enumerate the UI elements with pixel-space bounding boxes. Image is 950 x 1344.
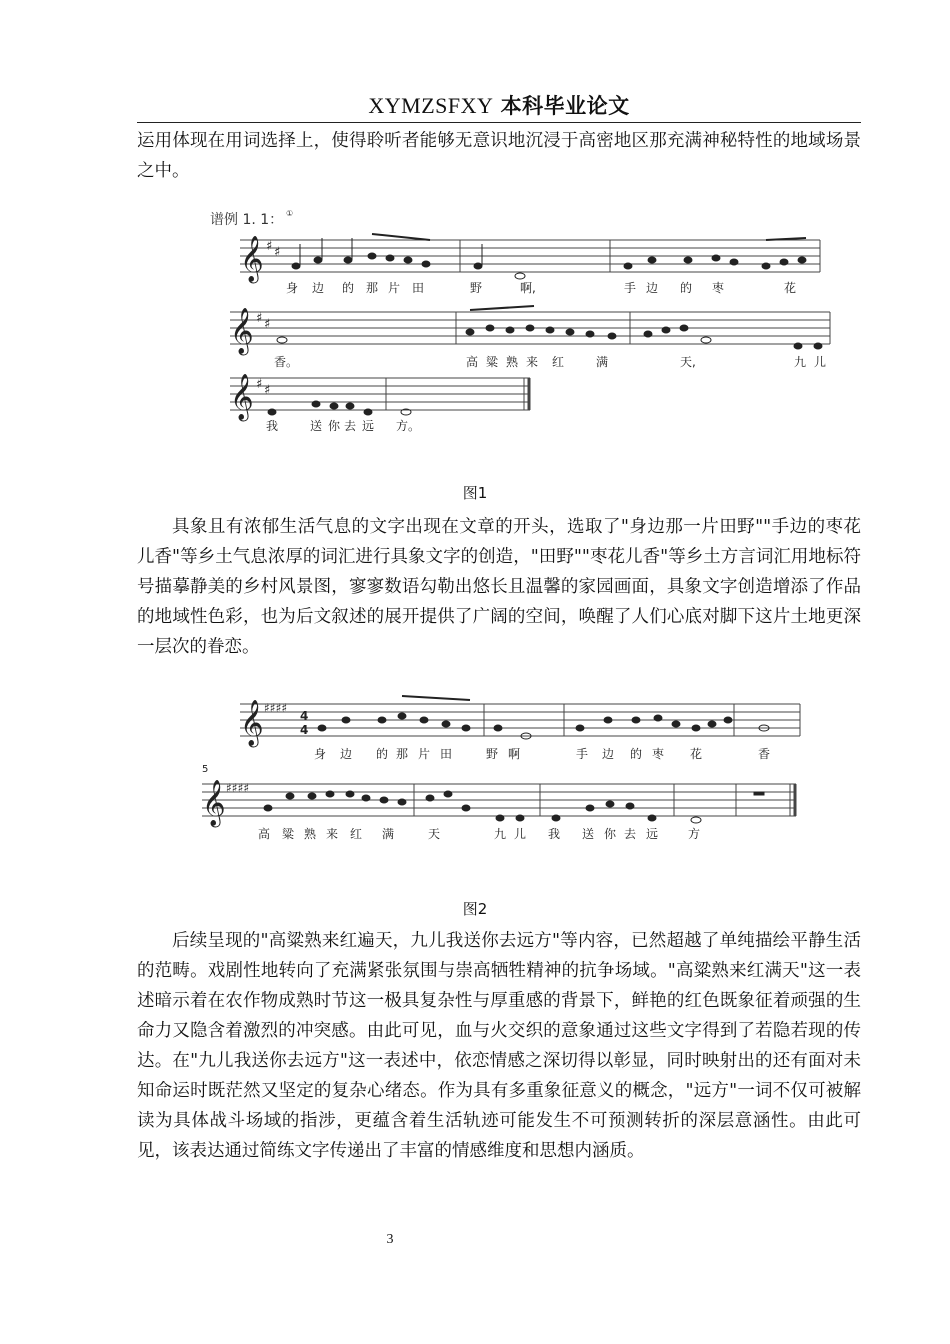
svg-text:片: 片	[418, 747, 431, 761]
figure-2-notes-2	[264, 791, 764, 823]
paragraph-2: 具象且有浓郁生活气息的文字出现在文章的开头，选取了"身边那一片田野""手边的枣花儿香"等乡土气息浓厚的词汇进行具象文字的创造，"田野""枣花儿香"等乡土方言词汇用地标符号描摹静美的乡村风景图，寥寥数语勾勒出悠长且温馨的家园画面，具象文字创造增添了作品的地域性色彩，也为后文叙述的展开提供了广阔的空间，唤醒了人们心底对脚下这片土地更深一层次的眷恋。	[137, 517, 861, 657]
svg-text:花: 花	[690, 747, 703, 761]
svg-text:片: 片	[388, 281, 401, 295]
svg-text:高: 高	[466, 355, 479, 369]
svg-text:红: 红	[350, 827, 363, 841]
svg-text:4: 4	[300, 709, 309, 723]
svg-text:啊: 啊	[508, 747, 521, 761]
svg-text:方。: 方。	[396, 419, 421, 433]
svg-text:♯: ♯	[264, 317, 271, 332]
figure-1-caption: 图1	[462, 484, 488, 502]
svg-text:花: 花	[784, 281, 797, 295]
figure-1-staff-1	[240, 240, 820, 272]
figure-1-lyrics-3	[266, 418, 420, 433]
svg-text:♯: ♯	[266, 239, 273, 254]
svg-text:枣: 枣	[652, 747, 665, 761]
svg-text:九: 九	[794, 355, 807, 369]
svg-text:去: 去	[624, 827, 637, 841]
svg-text:红: 红	[552, 355, 565, 369]
svg-text:♯: ♯	[256, 377, 263, 392]
svg-text:去: 去	[344, 419, 357, 433]
svg-text:送: 送	[582, 827, 595, 841]
paragraph-1: 运用体现在用词选择上，使得聆听者能够无意识地沉浸于高密地区那充满神秘特性的地域场景之中。	[137, 131, 861, 181]
figure-2-lyrics-1	[314, 746, 770, 761]
svg-text:天,: 天,	[680, 355, 696, 369]
svg-text:我: 我	[548, 827, 561, 841]
svg-text:𝄞: 𝄞	[230, 374, 254, 420]
svg-text:身: 身	[286, 281, 299, 295]
svg-text:野: 野	[470, 281, 483, 295]
svg-text:手: 手	[576, 747, 589, 761]
svg-text:♯: ♯	[274, 245, 281, 260]
figure-1-score	[200, 200, 840, 440]
svg-text:𝄞: 𝄞	[230, 308, 254, 354]
svg-text:边: 边	[340, 747, 353, 761]
svg-text:香: 香	[758, 747, 771, 761]
figure-1-lyrics-1	[286, 280, 796, 295]
svg-text:那: 那	[396, 747, 409, 761]
svg-text:满: 满	[382, 827, 395, 841]
svg-text:♯: ♯	[256, 311, 263, 326]
svg-text:那: 那	[366, 281, 379, 295]
svg-text:香。: 香。	[274, 355, 299, 369]
page-header	[137, 90, 861, 123]
figure-1-footnote: ①	[286, 209, 294, 218]
svg-text:♯: ♯	[264, 383, 271, 398]
svg-text:九: 九	[494, 827, 507, 841]
figure-2-caption: 图2	[462, 900, 488, 918]
svg-text:4: 4	[300, 723, 309, 737]
svg-text:方: 方	[688, 827, 701, 841]
svg-text:你: 你	[328, 419, 341, 433]
svg-text:送: 送	[310, 419, 323, 433]
svg-text:远: 远	[362, 419, 375, 433]
figure-2-notes-1	[318, 696, 769, 739]
svg-text:的: 的	[342, 281, 355, 295]
svg-text:啊,: 啊,	[520, 281, 536, 295]
svg-text:熟: 熟	[506, 355, 519, 369]
svg-text:满: 满	[596, 355, 609, 369]
figure-2-lyrics-2	[258, 826, 700, 841]
figure-1-staff-3	[230, 378, 530, 410]
svg-text:𝄞: 𝄞	[202, 780, 226, 826]
figure-2-staff-2	[202, 784, 796, 816]
treble-clef-icon: 𝄞	[240, 700, 264, 746]
svg-text:粱: 粱	[486, 355, 499, 369]
svg-text:的: 的	[630, 747, 643, 761]
svg-text:熟: 熟	[304, 827, 317, 841]
header-code: XYMZSFXY	[368, 93, 494, 118]
svg-text:边: 边	[646, 281, 659, 295]
figure-1-lyrics-2	[274, 354, 826, 369]
paragraph-3: 后续呈现的"高粱熟来红遍天，九儿我送你去远方"等内容，已然超越了单纯描绘平静生活的范畴。戏剧性地转向了充满紧张氛围与崇高牺牲精神的抗争场域。"高粱熟来红满天"这一表述暗示着在农作物成熟时节这一极具复杂性与厚重感的背景下，鲜艳的红色既象征着顽强的生命力又隐含着激烈的冲突感。由此可见，血与火交织的意象通过这些文字得到了若隐若现的传达。在"九儿我送你去远方"这一表述中，依恋情感之深切得以彰显，同时映射出的还有面对未知命运时既茫然又坚定的复杂心绪态。作为具有多重象征意义的概念，"远方"一词不仅可被解读为具体战斗场域的指涉，更蕴含着生活轨迹可能发生不可预测转折的深层意涵性。由此可见，该表达通过简练文字传递出了丰富的情感维度和思想内涵质。	[137, 931, 861, 1161]
svg-text:的: 的	[680, 281, 693, 295]
svg-text:远: 远	[646, 827, 659, 841]
svg-text:的: 的	[376, 747, 389, 761]
svg-text:高: 高	[258, 827, 271, 841]
treble-clef-icon: 𝄞	[240, 236, 264, 282]
svg-text:身: 身	[314, 747, 327, 761]
svg-text:来: 来	[526, 355, 539, 369]
svg-text:边: 边	[602, 747, 615, 761]
svg-text:野: 野	[486, 747, 499, 761]
figure-1-label: 谱例 1. 1：	[210, 212, 284, 228]
svg-text:边: 边	[312, 281, 325, 295]
svg-text:♯♯♯♯: ♯♯♯♯	[264, 701, 288, 715]
svg-text:来: 来	[326, 827, 339, 841]
figure-1-notes-3	[268, 401, 411, 415]
svg-text:儿: 儿	[814, 355, 827, 369]
svg-text:田: 田	[412, 281, 425, 295]
measure-number: 5	[202, 764, 209, 775]
svg-text:天: 天	[428, 827, 441, 841]
figure-2-score	[196, 690, 816, 850]
svg-text:♯♯♯♯: ♯♯♯♯	[226, 781, 250, 795]
svg-text:田: 田	[440, 747, 453, 761]
svg-text:我: 我	[266, 419, 279, 433]
header-title: 本科毕业论文	[500, 94, 630, 118]
svg-text:枣: 枣	[712, 281, 725, 295]
svg-text:你: 你	[604, 827, 617, 841]
svg-text:手: 手	[624, 281, 637, 295]
svg-text:粱: 粱	[282, 827, 295, 841]
svg-text:儿: 儿	[514, 827, 527, 841]
page-number: 3	[386, 1232, 394, 1247]
